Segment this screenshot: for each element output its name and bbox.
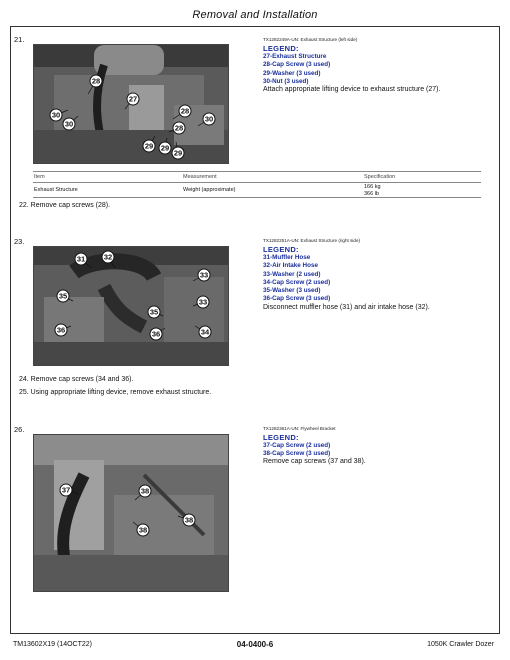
callout-29: 29 (173, 148, 183, 158)
legend-item: 34-Cap Screw (2 used) (263, 278, 331, 286)
callout-36: 36 (56, 325, 66, 335)
spec-table-header (33, 171, 481, 183)
callout-38: 38 (138, 525, 148, 535)
legend-title-26: LEGEND: (263, 433, 299, 442)
figure-ref-23: TX1282251A-UN: Exhaust Structure (right side) (263, 238, 361, 243)
legend-item: 32-Air Intake Hose (263, 262, 318, 270)
callout-33: 33 (198, 297, 208, 307)
legend-item: 30-Nut (3 used) (263, 77, 309, 85)
legend-item: 36-Cap Screw (3 used) (263, 295, 331, 303)
legend-title-23: LEGEND: (263, 245, 299, 254)
step-26-number: 26. (14, 425, 25, 434)
spec-item: Exhaust Structure (34, 187, 78, 193)
callout-30: 30 (204, 114, 214, 124)
callout-35: 35 (58, 291, 68, 301)
callout-33: 33 (199, 270, 209, 280)
legend-item: 29-Washer (3 used) (263, 69, 321, 77)
step-26-callouts (33, 434, 227, 590)
spec-value-imperial: 366 lb (364, 190, 379, 197)
spec-header-item: Item (34, 174, 45, 180)
table-row (33, 183, 481, 198)
figure-ref-26: TX1282361A-UN: Flywheel Bracket (263, 426, 336, 431)
callout-36: 36 (151, 329, 161, 339)
step-21-callouts (33, 44, 227, 162)
legend-item: 35-Washer (3 used) (263, 287, 321, 295)
legend-item: 28-Cap Screw (3 used) (263, 61, 331, 69)
callout-30: 30 (51, 110, 61, 120)
step-24-text: 24. Remove cap screws (34 and 36). (19, 376, 134, 383)
legend-list-23 (263, 254, 330, 304)
footer-manual-id: TM13602X19 (14OCT22) (13, 641, 92, 648)
instruction-23: Disconnect muffler hose (31) and air intake hose (32). (263, 304, 430, 311)
legend-item: 33-Washer (2 used) (263, 270, 321, 278)
callout-32: 32 (103, 252, 113, 262)
callout-28: 28 (91, 76, 101, 86)
legend-item: 38-Cap Screw (3 used) (263, 450, 331, 458)
legend-list-26 (263, 442, 330, 459)
callout-27: 27 (128, 94, 138, 104)
callout-34: 34 (200, 327, 210, 337)
spec-table (33, 171, 481, 198)
callout-31: 31 (76, 254, 86, 264)
legend-item: 31-Muffler Hose (263, 254, 311, 261)
instruction-26: Remove cap screws (37 and 38). (263, 458, 366, 465)
spec-measurement: Weight (approximate) (183, 187, 236, 193)
spec-value-metric: 166 kg (364, 184, 381, 190)
step-23-callouts (33, 246, 227, 364)
callout-30: 30 (64, 119, 74, 129)
legend-list-21 (263, 53, 330, 86)
callout-28: 28 (174, 123, 184, 133)
footer-page-number: 04-0400-6 (236, 640, 274, 649)
step-25-text: 25. Using appropriate lifting device, remove exhaust structure. (19, 389, 212, 396)
step-22-text: 22. Remove cap screws (28). (19, 202, 111, 209)
callout-38: 38 (184, 515, 194, 525)
figure-ref-21: TX1282249A-UN: Exhaust Structure (left side) (263, 37, 358, 42)
legend-item: 27-Exhaust Structure (263, 53, 327, 60)
instruction-21: Attach appropriate lifting device to exhaust structure (27). (263, 86, 441, 93)
spec-header-measurement: Measurement (183, 174, 217, 180)
page-header-title: Removal and Installation (192, 9, 318, 21)
legend-item: 37-Cap Screw (2 used) (263, 442, 331, 449)
callout-28: 28 (180, 106, 190, 116)
footer-model: 1050K Crawler Dozer (427, 641, 494, 648)
step-21-number: 21. (14, 35, 25, 44)
callout-38: 38 (140, 486, 150, 496)
callout-29: 29 (160, 143, 170, 153)
legend-title-21: LEGEND: (263, 44, 299, 53)
step-23-number: 23. (14, 237, 25, 246)
callout-35: 35 (149, 307, 159, 317)
callout-29: 29 (144, 141, 154, 151)
callout-37: 37 (61, 485, 71, 495)
spec-header-specification: Specification (364, 174, 396, 180)
